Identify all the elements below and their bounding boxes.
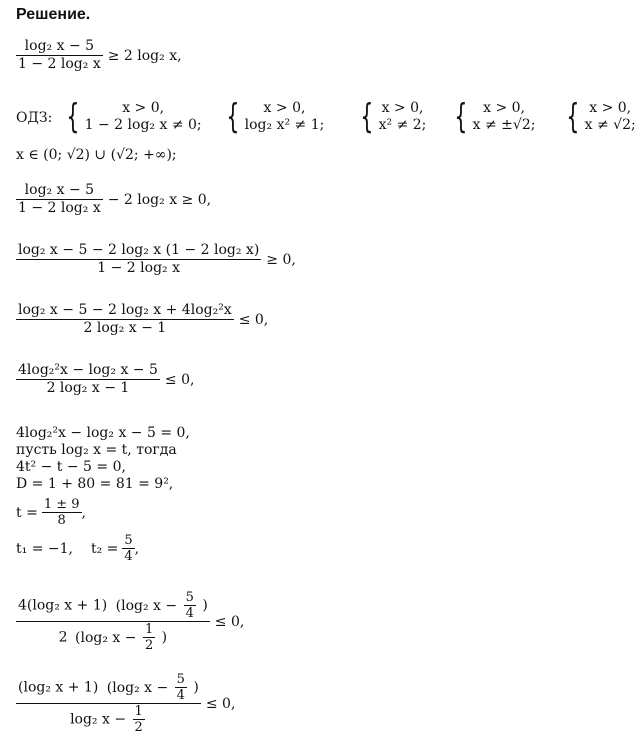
fraction-numerator: log₂ x − 5 (24, 182, 95, 198)
odz-system-2 (222, 97, 325, 137)
brace-icon: { (66, 97, 80, 137)
factor-b-open: (log₂ x − (115, 597, 178, 614)
step-5 (16, 362, 194, 397)
fraction-numerator: 5 (124, 533, 133, 548)
odz-system-1 (62, 97, 202, 137)
fraction-numerator: 5 (176, 672, 185, 687)
den-factor-open: (log₂ x − (75, 629, 137, 646)
brace-icon: { (226, 97, 240, 137)
step-7 (16, 672, 235, 735)
fraction-numerator: log₂ x − 5 − 2 log₂ x (1 − 2 log₂ x) (18, 242, 260, 258)
system-line: x > 0, (381, 100, 424, 116)
fraction-denominator: 1 − 2 log₂ x (18, 200, 101, 216)
system-line: x > 0, (263, 100, 306, 116)
inequality-tail: ≤ 0, (205, 695, 236, 712)
factor-a: 4(log₂ x + 1) (18, 597, 108, 614)
roots-line (16, 533, 139, 564)
domain-line: x ∈ (0; √2) ∪ (√2; +∞); (16, 147, 177, 163)
fraction-denominator: 4 (185, 606, 194, 621)
odz-system-3 (356, 97, 427, 137)
system-line: x > 0, (589, 100, 632, 116)
fraction-numerator: 1 (144, 622, 154, 637)
given-inequality (16, 38, 182, 73)
step-4 (16, 302, 268, 337)
inequality-tail: ≥ 0, (266, 251, 296, 268)
substitution-line: пусть log₂ x = t, тогда (16, 442, 177, 458)
root-t2-tail: , (134, 540, 140, 557)
fraction-numerator: log₂ x − 5 (24, 38, 95, 54)
system-line: x > 0, (122, 100, 165, 116)
t-tail: , (81, 504, 86, 521)
system-line: x ≠ ±√2; (472, 117, 536, 133)
inequality-tail: ≤ 0, (164, 371, 195, 388)
step-2 (16, 182, 211, 217)
system-line: x² ≠ 2; (378, 117, 427, 133)
t-formula (16, 497, 86, 528)
system-line: 1 − 2 log₂ x ≠ 0; (84, 117, 202, 133)
fraction-numerator: log₂ x − 5 − 2 log₂ x + 4log₂²x (18, 302, 232, 318)
odz-system-5 (562, 97, 636, 137)
root-t2-prefix: t₂ = (90, 540, 119, 557)
brace-icon: { (454, 97, 468, 137)
fraction-denominator: 8 (57, 513, 66, 528)
fraction-numerator: 5 (185, 590, 194, 605)
fraction-denominator: 1 − 2 log₂ x (18, 56, 101, 72)
fraction-numerator: 1 (134, 704, 143, 719)
equation-line: 4log₂²x − log₂ x − 5 = 0, (16, 425, 190, 441)
quadratic-line: 4t² − t − 5 = 0, (16, 459, 126, 475)
factor-b-close: ) (202, 597, 208, 614)
den-coefficient: 2 (58, 629, 68, 646)
t-prefix: t = (16, 504, 38, 521)
brace-icon: { (566, 97, 580, 137)
fraction-denominator: 2 (134, 720, 143, 735)
inequality-tail: ≤ 0, (238, 311, 269, 328)
fraction-denominator (57, 622, 170, 653)
factor-b-close: ) (193, 679, 199, 696)
fraction-numerator (16, 672, 201, 703)
fraction-denominator: 2 (144, 638, 154, 653)
fraction-denominator: 2 log₂ x − 1 (83, 320, 167, 336)
brace-icon: { (360, 97, 374, 137)
inequality-tail: − 2 log₂ x ≥ 0, (107, 191, 212, 208)
fraction-denominator (68, 704, 149, 735)
root-t1: t₁ = −1, (16, 540, 73, 557)
fraction-denominator: 4 (176, 688, 185, 703)
step-6 (16, 590, 244, 653)
system-line: x > 0, (483, 100, 525, 116)
inequality-tail: ≥ 2 log₂ x, (107, 47, 182, 64)
fraction-numerator: 4log₂²x − log₂ x − 5 (18, 362, 158, 378)
fraction-numerator: 1 ± 9 (43, 497, 80, 512)
system-line: x ≠ √2; (584, 117, 636, 133)
discriminant-line: D = 1 + 80 = 81 = 9², (16, 476, 174, 492)
fraction-numerator (16, 590, 210, 621)
factor-b-open: (log₂ x − (106, 679, 169, 696)
den-expression: log₂ x − (70, 711, 127, 728)
fraction-denominator: 2 log₂ x − 1 (46, 380, 130, 396)
step-3 (16, 242, 296, 277)
solution-title: Решение. (16, 6, 91, 23)
fraction-denominator: 1 − 2 log₂ x (97, 260, 180, 276)
den-factor-close: ) (161, 629, 168, 646)
fraction-denominator: 4 (124, 549, 133, 564)
system-line: log₂ x² ≠ 1; (244, 117, 325, 133)
odz-system-4 (450, 97, 536, 137)
inequality-tail: ≤ 0, (214, 613, 245, 630)
factor-a: (log₂ x + 1) (18, 679, 99, 696)
odz-label: ОДЗ: (16, 110, 53, 126)
